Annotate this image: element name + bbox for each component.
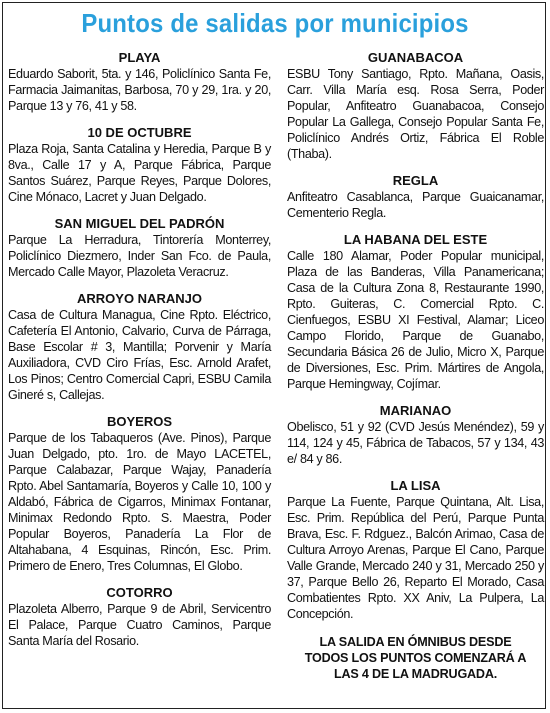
section-text: ESBU Tony Santiago, Rpto. Mañana, Oasis, Carr. Villa María esq. Rosa Serra, Poder Popular, Anfiteatro Guanabacoa, Consejo Popular La Gallega, Consejo Popular Santa Fe, Policlínico Andrés Ortiz, Fábrica El Roble (Thaba). <box>287 67 544 161</box>
section-heading: REGLA <box>392 173 439 188</box>
section-cotorro <box>8 585 271 649</box>
page-title: Puntos de salidas por municipios <box>81 8 469 38</box>
section-heading: MARIANAO <box>379 403 452 418</box>
left-column <box>8 50 271 660</box>
section-regla <box>287 173 544 221</box>
closing-line: LA SALIDA EN ÓMNIBUS DESDE <box>319 635 512 649</box>
section-playa <box>8 50 271 114</box>
section-10-de-octubre <box>8 125 271 205</box>
section-marianao <box>287 403 544 467</box>
section-heading: 10 DE OCTUBRE <box>87 125 192 140</box>
section-guanabacoa <box>287 50 544 162</box>
section-arroyo-naranjo <box>8 291 271 403</box>
section-heading: LA HABANA DEL ESTE <box>343 232 488 247</box>
section-text: Parque de los Tabaqueros (Ave. Pinos), Parque Juan Delgado, pto. 1ro. de Mayo LACETEL, Parque Calabazar, Parque Wajay, Panadería Rpto. Abel Santamaría, Boyeros y Calle 10, 100 y Aldabó, Fábrica de Cigarros, Minimax Fontanar, Minimax Redondo Rpto. S. Maestra, Poder Popular Boyeros, Panadería La Flor de Altahabana, 4 Esquinas, Rincón, Esc. Prim. Primero de Enero, Tres Columnas, El Globo. <box>8 431 271 573</box>
section-text: Obelisco, 51 y 92 (CVD Jesús Menéndez), 59 y 114, 124 y 45, Fábrica de Tabacos, 57 y 134, 43 e/ 84 y 86. <box>287 420 544 466</box>
closing-notice <box>287 634 544 682</box>
section-text: Eduardo Saborit, 5ta. y 146, Policlínico Santa Fe, Farmacia Jaimanitas, Barbosa, 70 y 29, 1ra. y 20, Parque 13 y 76, 41 y 58. <box>8 67 271 113</box>
closing-line: TODOS LOS PUNTOS COMENZARÁ A <box>304 651 527 665</box>
section-text: Anfiteatro Casablanca, Parque Guaicanamar, Cementerio Regla. <box>287 190 544 220</box>
section-san-miguel-del-padron <box>8 216 271 280</box>
section-text: Calle 180 Alamar, Poder Popular municipal, Plaza de las Banderas, Villa Panamericana; Casa de la Cultura Zona 8, Restaurante 1990, Rpto. Guiteras, C. Comercial Rpto. C. Cienfuegos, ESBU XI Festival, Alamar; Liceo Campo Florido, Parque de Guanabo, Secundaria Básica 26 de Julio, Micro X, Parque de Diversiones, Esc. Prim. Mártires de Angola, Parque Hemingway, Cojímar. <box>287 249 544 391</box>
section-heading: COTORRO <box>106 585 173 600</box>
section-text: Plaza Roja, Santa Catalina y Heredia, Parque B y 8va., Calle 17 y A, Parque Fábrica, Parque Santos Suárez, Parque Reyes, Parque Dolores, Cine Mónaco, Lacret y Juan Delgado. <box>8 142 271 204</box>
section-boyeros <box>8 414 271 574</box>
right-column <box>287 50 544 682</box>
section-heading: PLAYA <box>118 50 161 65</box>
section-heading: SAN MIGUEL DEL PADRÓN <box>54 216 225 231</box>
section-la-lisa <box>287 478 544 622</box>
section-text: Parque La Herradura, Tintorería Monterrey, Policlínico Diezmero, Inder San Fco. de Paula, Mercado Calle Mayor, Plazoleta Veracruz. <box>8 233 271 279</box>
section-text: Plazoleta Alberro, Parque 9 de Abril, Servicentro El Palace, Parque Cuatro Caminos, Parque Santa María del Rosario. <box>8 602 271 648</box>
section-heading: BOYEROS <box>106 414 172 429</box>
section-heading: ARROYO NARANJO <box>77 291 202 306</box>
section-text: Parque La Fuente, Parque Quintana, Alt. Lisa, Esc. Prim. República del Perú, Parque Punta Brava, Esc. F. Rdguez., Balcón Arimao, Casa de Cultura Arroyo Arenas, Parque El Cano, Parque Valle Grande, Mercado 240 y 31, Mercado 250 y 37, Parque Bello 26, Reparto El Morado, Casa Combatientes Rpto. XX Aniv, La Pulpera, La Concepción. <box>287 495 544 621</box>
section-heading: GUANABACOA <box>367 50 464 65</box>
section-la-habana-del-este <box>287 232 544 392</box>
section-text: Casa de Cultura Managua, Cine Rpto. Eléctrico, Cafetería El Antonio, Calvario, Curva de Párraga, Base Escolar # 3, Mantilla; Porvenir y María Auxiliadora, CVD Ciro Frías, Esc. Arnold Arafet, Los Pinos; Centro Comercial Capri, ESBU Camila Gineré s, Callejas. <box>8 308 271 402</box>
closing-line: LAS 4 DE LA MADRUGADA. <box>333 667 498 681</box>
section-heading: LA LISA <box>390 478 441 493</box>
